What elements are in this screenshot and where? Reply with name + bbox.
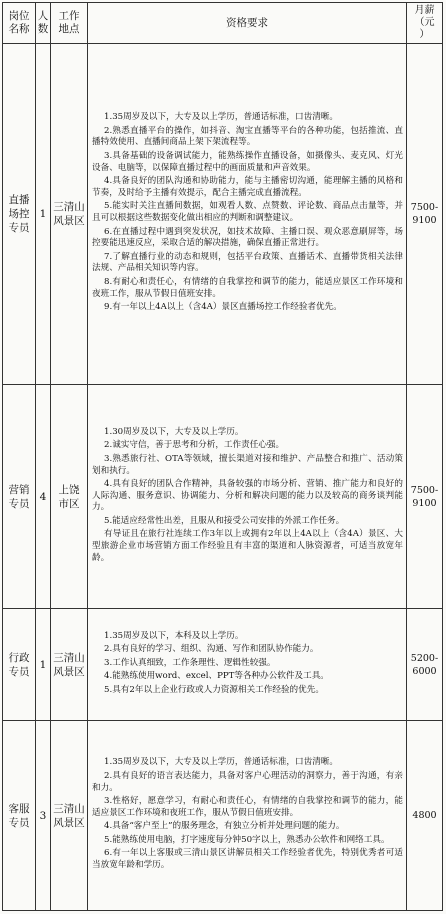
table-row [3,44,443,385]
salary-cell [407,44,443,385]
requirement-item: 1.35周岁及以下，本科及以上学历。 [104,630,244,641]
position-line: 场控 [8,208,30,220]
salary-line: 6000 [412,665,437,677]
header-position [3,3,36,44]
requirement-item: 4.具有良好的团队合作精神，具备较强的市场分析、营销、推广能力和良好的人际沟通、服务意识、协调能力、分析和解决问题的能力以及较高的商务谈判能力。 [92,479,403,513]
position-line: 直播 [8,194,30,206]
location-line: 三清山 [53,802,85,815]
position-line: 营销 [8,483,30,496]
location-line: 上饶 [58,483,80,496]
location-line: 三清山 [53,651,85,664]
location-line: 市区 [58,497,80,510]
header-count-line: 数 [37,23,49,35]
requirement-item: 4.能熟练使用word、excel、PPT等各种办公软件及工具。 [104,671,329,682]
location-line: 风景区 [53,215,85,227]
salary-cell [407,721,443,911]
header-count-line: 人 [37,10,49,22]
requirement-item: 2.诚实守信，善于思考和分析，工作责任心强。 [104,440,285,451]
requirement-item: 3.性格好，愿意学习，有耐心和责任心，有情绪的自我掌控和调节的能力，能适应景区工作环境和夜班工作，服从节假日值班安排。 [92,796,403,818]
position-line: 专员 [8,497,30,510]
location-cell [51,44,88,385]
count-cell: 3 [36,721,51,911]
location-cell [51,609,88,721]
location-line: 三清山 [53,201,85,213]
table-row [3,385,443,609]
requirements-cell [88,721,407,911]
recruitment-table-sheet [2,2,442,910]
count-cell: 4 [36,385,51,609]
requirements-cell [88,44,407,385]
requirement-item: 6.在直播过程中遇到突发状况，如技术故障、主播口误、观众恶意刷屏等，场控要能迅速反应，采取合适的解决措施，确保直播正常进行。 [92,226,403,249]
position-line: 专员 [8,222,30,234]
requirement-item: 5.具有2年以上企业行政或人力资源相关工作经验的优先。 [104,684,324,695]
location-line: 风景区 [53,665,85,678]
requirement-item: 5.能适应经常性出差，且服从和接受公司安排的外派工作任务。 [104,515,345,526]
salary-cell [407,385,443,609]
header-salary-line: ） [419,29,430,40]
salary-line: 9100 [412,497,437,509]
salary-line: 9100 [412,215,437,226]
location-cell [51,721,88,911]
header-requirements [88,3,407,44]
table-row [3,721,443,911]
requirement-item: 9.有一年以上4A以上（含4A）景区直播场控工作经验者优先。 [104,302,342,313]
position-line: 专员 [8,665,30,678]
position-cell [3,609,36,721]
requirement-item: 1.35周岁及以下，大专及以上学历，普通话标准，口齿清晰。 [104,757,338,768]
table-row [3,609,443,721]
requirement-item: 4.具备“客户至上”的服务理念，有独立分析并处理问题的能力。 [104,821,345,832]
header-requirements-label: 资格要求 [226,16,268,29]
location-cell [51,385,88,609]
requirement-item: 2.具有良好的学习、组织、沟通、写作和团队协作能力。 [104,644,319,655]
requirements-cell [88,609,407,721]
position-cell [3,721,36,911]
header-salary-line: （元 [414,17,435,28]
header-position-line: 岗位 [8,10,30,22]
requirement-item: 3.工作认真细致，工作条理性、逻辑性较强。 [104,657,276,668]
count-cell: 1 [36,44,51,385]
header-row [3,3,443,44]
recruitment-table [2,2,443,911]
requirements-cell [88,385,407,609]
salary-line: 7500- [410,484,439,496]
requirement-item: 7.了解直播行业的动态和规则，包括平台政策、直播话术、直播带货相关法律法规、产品相关知识等内容。 [92,251,403,274]
position-line: 专员 [8,816,30,829]
salary-cell [407,609,443,721]
header-count [36,3,51,44]
header-location-line: 地点 [58,23,80,35]
requirement-item: 有导证且在旅行社连续工作3年以上或拥有2年以上4A以上（含4A）景区、大型旅游企业市场营销方面工作经验且有丰富的渠道和人脉资源者，可适当放宽年龄。 [92,529,403,563]
header-location-line: 工作 [58,10,80,22]
requirement-item: 8.有耐心和责任心，有情绪的自我掌控和调节的能力，能适应景区工作环境和夜班工作，服从节假日值班安排。 [92,276,403,299]
requirement-item: 2.具有良好的语言表达能力，具备对客户心理活动的洞察力，善于沟通，有亲和力。 [92,770,403,793]
location-line: 风景区 [53,816,85,829]
requirement-item: 2.熟悉直播平台的操作，如抖音、淘宝直播等平台的各种功能，包括推流、直播特效使用、直播间商品上架下架流程等。 [92,125,403,148]
count-cell: 1 [36,609,51,721]
position-cell [3,385,36,609]
requirement-item: 5.能熟练使用电脑，打字速度每分钟50字以上，熟悉办公软件和网络工具。 [104,834,390,845]
position-line: 行政 [8,651,30,664]
salary-line: 5200- [410,652,439,664]
position-cell [3,44,36,385]
header-location [51,3,88,44]
position-line: 客服 [8,802,30,815]
header-salary-line: 月薪 [414,5,435,16]
requirement-item: 5.能实时关注直播间数据，如观看人数、点赞数、评论数、商品点击量等，并且可以根据这些数据变化做出相应的判断和调整建议。 [92,201,403,223]
requirement-item: 1.35周岁及以下，大专及以上学历，普通话标准，口齿清晰。 [104,112,338,123]
requirement-item: 3.熟悉旅行社、OTA等领域，擅长渠道对接和维护、产品整合和推广、活动策划和执行。 [92,453,403,476]
requirement-item: 6.有一年以上客服或三清山景区讲解员相关工作经验者优先，特别优秀者可适当放宽年龄和学历。 [92,848,403,871]
requirement-item: 4.具备良好的团队沟通和协助能力，能与主播密切沟通，能理解主播的风格和节奏，及时给予主播有效提示，配合主播完成直播流程。 [92,176,403,198]
header-salary [407,3,443,44]
salary-line: 4800 [412,810,437,821]
requirement-item: 3.具备基础的设备调试能力，能熟练操作直播设备，如摄像头、麦克风、灯光设备、电脑等，以保障直播过程中的画面质量和声音效果。 [92,151,403,173]
header-position-line: 名称 [8,23,30,35]
salary-line: 7500- [410,202,439,213]
requirement-item: 1.30周岁及以下，大专及以上学历。 [104,426,244,437]
